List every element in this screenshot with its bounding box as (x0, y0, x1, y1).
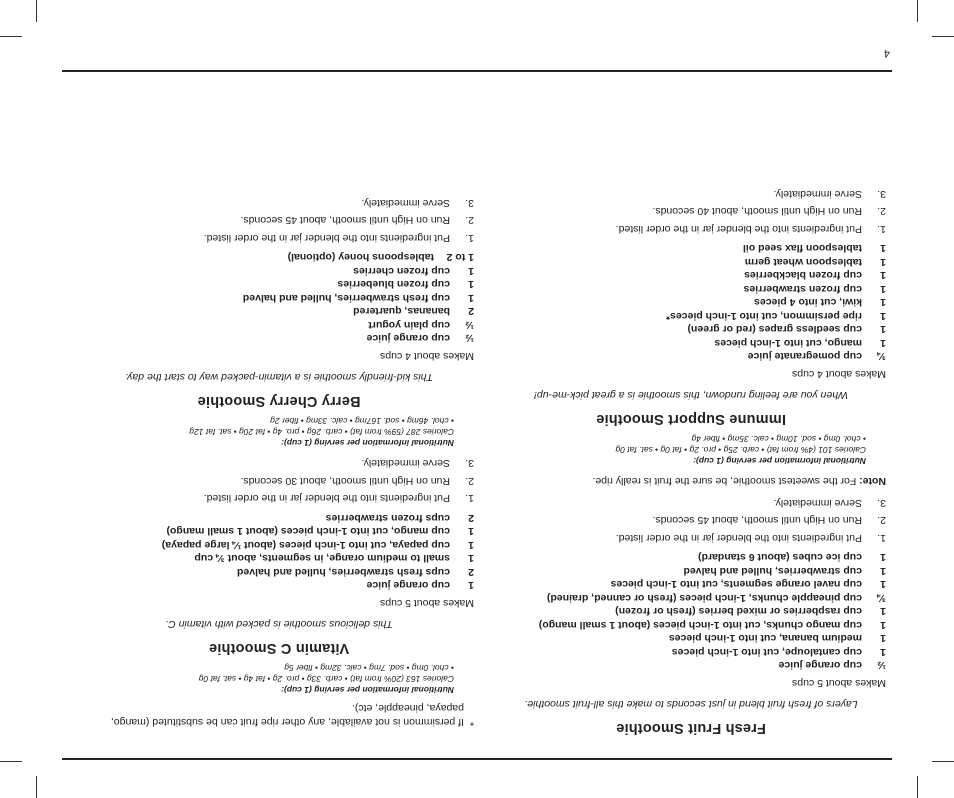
ingredient: ¾ cup pineapple chunks, 1-inch pieces (fresh or canned, drained) (546, 592, 886, 604)
recipe-steps (496, 496, 886, 545)
ingredient: 1 cup strawberries, hulled and halved (683, 565, 886, 577)
ingredient: 1 small to medium orange, in segments, about ¾ cup (194, 552, 474, 565)
recipe-yield: Makes about 4 cups (792, 368, 886, 380)
step: 1. Put ingredients into the blender jar in the order listed. (615, 532, 886, 544)
recipe-fresh-fruit (496, 433, 886, 734)
ingredient: 1 cup raspberries or mixed berries (fresh or frozen) (615, 605, 886, 618)
column-fresh-immune (496, 179, 886, 741)
ingredient: 1 cup ice cubes (about 6 standard) (698, 551, 886, 564)
recipe-title: Immune Support Smoothie (596, 411, 786, 427)
ingredient: ½ cup plain yogurt (368, 319, 474, 331)
recipe-berry-cherry (84, 196, 474, 408)
step: 1. Put ingredients into the blender jar in the order listed. (615, 223, 886, 235)
ingredient: 1 cup mango, cut into 1-inch pieces (about 1 small mango) (166, 525, 474, 538)
ingredient: 1 ripe persimmon, cut into 1-inch pieces* (665, 310, 886, 322)
recipe-intro: This kid-friendly smoothie is a vitamin-packed way to start the day. (125, 371, 433, 384)
ingredient: 2 bananas, quartered (353, 305, 474, 318)
page-number: 4 (883, 47, 890, 59)
ingredient: ½ cup orange juice (778, 659, 886, 672)
recipe-intro: This delicious smoothie is packed with vitamin C. (165, 618, 393, 631)
ingredient: 1 tablespoon flax seed oil (742, 242, 886, 255)
step: 3. Serve immediately. (361, 197, 474, 209)
ingredient: 1 cup cantaloupe, cut into 1-inch pieces (671, 646, 886, 658)
step: 3. Serve immediately. (773, 497, 886, 509)
recipe-immune-support (496, 187, 886, 426)
ingredient: 1 mango, cut into 1-inch pieces (714, 337, 886, 349)
ingredient: 1 cup navel orange segments, cut into 1-inch pieces (610, 578, 886, 591)
ingredient: 1 cup frozen strawberries (743, 283, 886, 295)
ingredient: 2 cups fresh strawberries, hulled and halved (237, 566, 474, 578)
ingredient: 1 medium banana, cut into 1-inch pieces (668, 632, 886, 645)
ingredient: ½ cup orange juice (366, 332, 474, 345)
recipe-intro: When you are feeling rundown, this smoothie is a great pick-me-up! (534, 389, 848, 402)
step: 1. Put ingredients into the blender jar in the order listed. (203, 232, 474, 244)
ingredient: 1 cup orange juice (366, 579, 474, 592)
step: 2. Run on High until smooth, about 45 seconds. (240, 214, 474, 227)
ingredient: 1 cup frozen blueberries (337, 278, 474, 291)
recipe-note: Note: For the sweetest smoothie, be sure the fruit is really ripe. (592, 475, 886, 488)
recipe-title: Fresh Fruit Smoothie (616, 720, 766, 736)
ingredient: 1 to 2 tablespoons honey (optional) (287, 251, 474, 264)
ingredient: 1 cup frozen cherries (353, 265, 474, 277)
nutrition-info: Nutritional information per serving (1 cup): Calories 101 (4% from fat) • carb. 25g • pro. 2g • fat 0g • sat. fat 0g • chol. 0mg • sod. 10mg • calc. 35mg • fiber 4g (615, 434, 866, 466)
nutrition-info: Nutritional information per serving (1 cup): Calories 287 (59% from fat) • carb. 26g • pro. 4g • fat 20g • sat. fat 12g • chol. 46mg • sod. 167mg • calc. 33mg • fiber 2g (189, 416, 454, 448)
column-vitamin-berry (84, 188, 474, 741)
recipe-yield: Makes about 5 cups (380, 597, 474, 609)
recipe-steps (496, 187, 886, 236)
step: 3. Serve immediately. (773, 188, 886, 200)
recipe-vitamin-c (84, 415, 474, 654)
recipe-steps (84, 456, 474, 505)
ingredient: 1 cup mango chunks, cut into 1-inch pieces (about 1 small mango) (538, 619, 886, 631)
step: 2. Run on High until smooth, about 30 seconds. (240, 475, 474, 487)
recipe-yield: Makes about 4 cups (380, 350, 474, 362)
bottom-rule (62, 70, 892, 72)
step: 3. Serve immediately. (361, 457, 474, 470)
persimmon-footnote: * If persimmon is not available, any other ripe fruit can be substituted (mango, papaya, pineapple, etc). (110, 702, 474, 728)
recipe-title: Berry Cherry Smoothie (197, 393, 361, 409)
nutrition-info: Nutritional information per serving (1 cup): Calories 163 (20% from fat) • carb. 33g • pro. 2g • fat 4g • sat. fat 0g • chol. 0mg • sod. 7mg • calc. 32mg • fiber 5g (198, 663, 454, 695)
ingredient: 1 cup seedless grapes (red or green) (687, 323, 886, 336)
ingredient: 1 tablespoon wheat germ (744, 256, 886, 268)
recipe-intro: Layers of fresh fruit blend in just seconds to make this all-fruit smoothie. (524, 698, 858, 711)
ingredient: 1 cup papaya, cut into 1-inch pieces (about ¼ large papaya) (161, 539, 474, 551)
recipe-title: Vitamin C Smoothie (208, 640, 350, 656)
step: 1. Put ingredients into the blender jar in the order listed. (203, 492, 474, 505)
recipe-steps (84, 196, 474, 245)
ingredient: 1 cup fresh strawberries, hulled and halved (242, 292, 474, 304)
ingredient: 1 kiwi, cut into 4 pieces (754, 296, 886, 309)
top-rule (62, 758, 892, 760)
recipe-yield: Makes about 5 cups (792, 677, 886, 689)
step: 2. Run on High until smooth, about 45 seconds. (652, 514, 886, 527)
ingredient: 1 cup frozen blackberries (744, 269, 886, 282)
ingredient: 2 cups frozen strawberries (325, 512, 474, 524)
step: 2. Run on High until smooth, about 40 seconds. (652, 205, 886, 218)
ingredient: ¾ cup pomegranate juice (747, 350, 886, 363)
